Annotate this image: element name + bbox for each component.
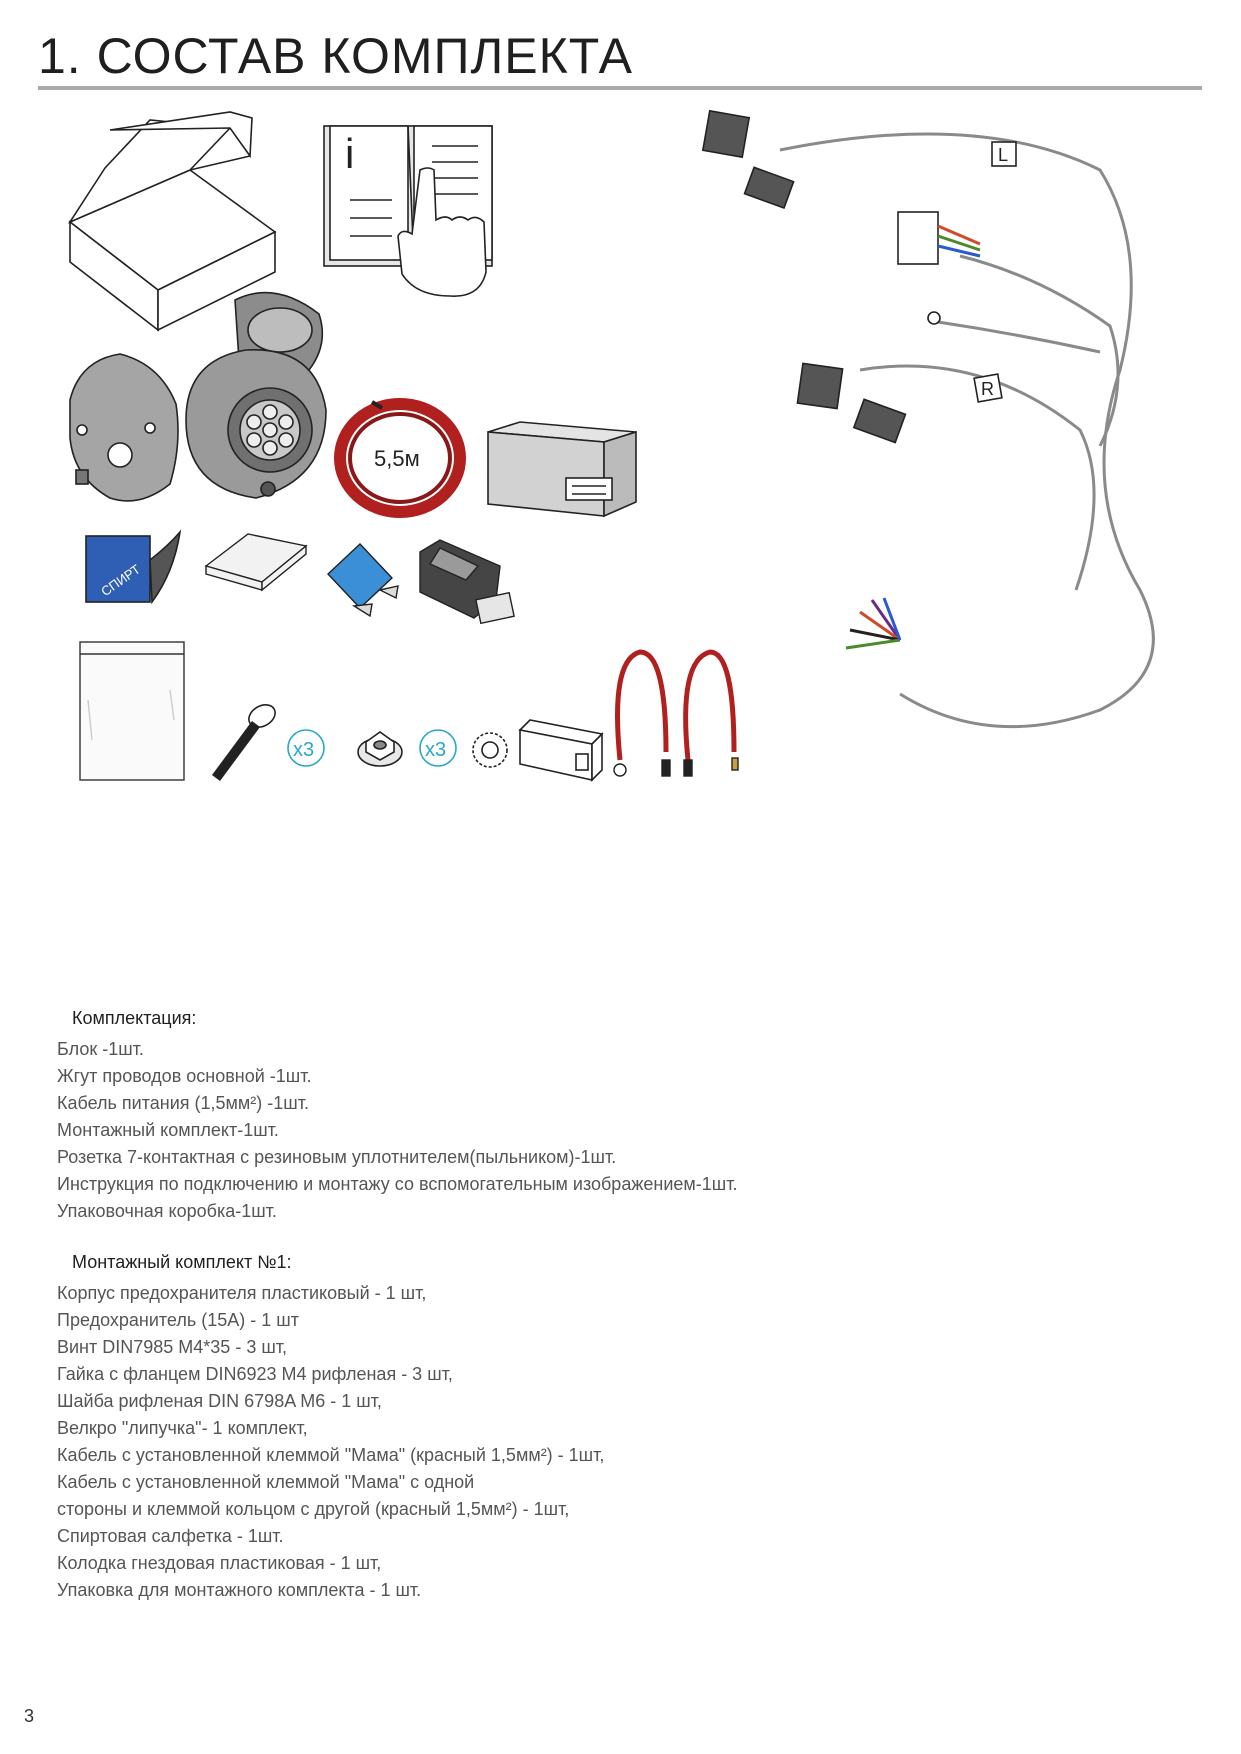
quantity-screws-text: x3 [293,739,315,761]
list-item: стороны и клеммой кольцом с другой (красный 1,5мм²) - 1шт, [57,1499,570,1519]
list-item: Розетка 7-контактная с резиновым уплотнителем(пыльником)-1шт. [57,1147,617,1167]
mount-kit-heading: Монтажный комплект №1: [72,1252,292,1272]
control-unit-image [488,422,636,516]
velcro-image [206,534,306,590]
page-title: 1. СОСТАВ КОМПЛЕКТА [38,28,633,84]
flange-nut-image [358,732,402,766]
connector-left-label: L [998,145,1009,165]
kit-heading: Комплектация: [72,1008,197,1028]
manual-book-image [324,126,492,296]
red-cables-image [618,652,735,760]
lock-washer-image [473,733,507,767]
wipe-label: СПИРТ [98,561,143,600]
list-item: Велкро "липучка"- 1 комплект, [57,1418,308,1438]
list-item: Шайба рифленая DIN 6798A M6 - 1 шт, [57,1391,382,1411]
harness-connectors-image [703,111,1016,648]
kit-list [57,1036,737,1225]
list-item: Кабель с установленной клеммой "Мама" (красный 1,5мм²) - 1шт, [57,1445,605,1465]
wiring-harness-image [780,134,1153,727]
list-item: Кабель с установленной клеммой "Мама" с одной [57,1472,475,1492]
list-item: Колодка гнездовая пластиковая - 1 шт, [57,1553,382,1573]
list-item: Винт DIN7985 М4*35 - 3 шт, [57,1337,288,1357]
svg-text:i: i [345,130,355,177]
cable-terminals-image [614,758,738,776]
quantity-nuts-text: x3 [425,739,447,761]
list-item: Монтажный комплект-1шт. [57,1120,279,1140]
socket-block-image [520,720,602,780]
list-item: Корпус предохранителя пластиковый - 1 шт, [57,1283,427,1303]
packaging-bag-image [80,642,184,780]
kit-illustration [0,100,1241,800]
list-item: Предохранитель (15А) - 1 шт [57,1310,299,1330]
list-item: Инструкция по подключению и монтажу со вспомогательным изображением-1шт. [57,1174,738,1194]
fuse-holder-image [420,540,514,623]
list-item: Спиртовая салфетка - 1шт. [57,1526,284,1546]
screw-image [216,700,279,778]
list-item: Упаковочная коробка-1шт. [57,1201,277,1221]
fuse-image [328,544,398,616]
trailer-socket-image [186,293,326,498]
list-item: Жгут проводов основной -1шт. [57,1066,312,1086]
cable-length-label: 5,5м [374,446,420,471]
list-item: Гайка с фланцем DIN6923 М4 рифленая - 3 шт, [57,1364,453,1384]
connector-right-label: R [981,379,994,399]
list-item: Блок -1шт. [57,1039,144,1059]
page-number: 3 [24,1706,35,1726]
rubber-gasket-image [70,354,178,501]
mount-kit-list [57,1280,604,1604]
title-divider [38,86,1202,90]
list-item: Кабель питания (1,5мм²) -1шт. [57,1093,309,1113]
list-item: Упаковка для монтажного комплекта - 1 шт. [57,1580,422,1600]
